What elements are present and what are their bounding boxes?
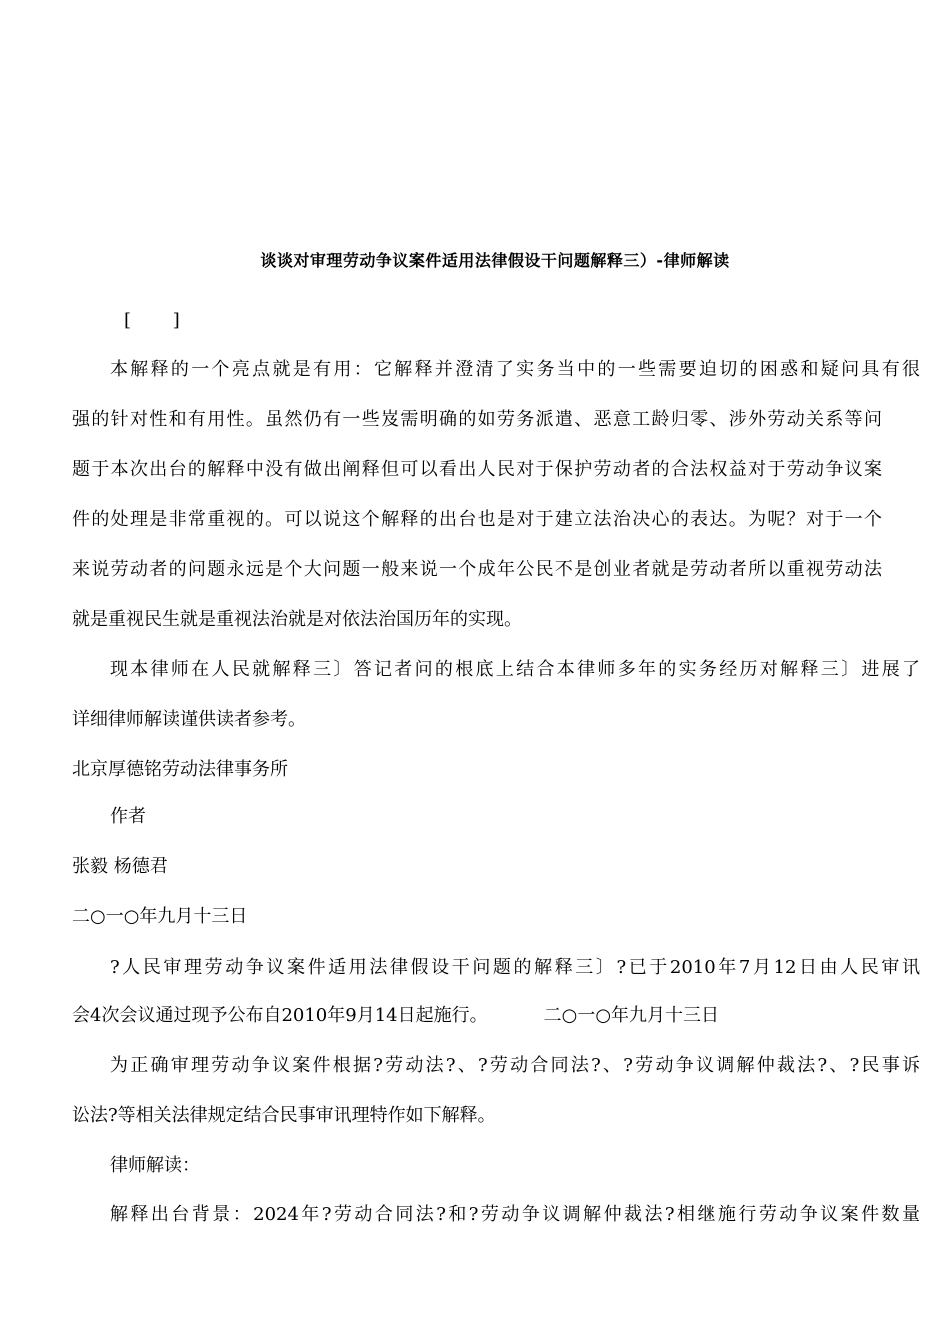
- para5-line-1: 解释出台背景：2024年?劳动合同法?和?劳动争议调解仲裁法?相继施行劳动争议案件数量: [110, 1204, 920, 1225]
- empty-brackets: [ ]: [124, 310, 198, 331]
- para3-line-1: ?人民审理劳动争议案件适用法律假设干问题的解释三〕?已于2010年7月12日由人民审讯: [110, 957, 920, 978]
- para1-line-2: 强的针对性和有用性。虽然仍有一些岌需明确的如劳务派遣、恶意工龄归零、涉外劳动关系等问: [72, 409, 882, 430]
- para3-line-2: [72, 1004, 882, 1028]
- para4-line-2: 讼法?等相关法律规定结合民事审讯理特作如下解释。: [72, 1105, 496, 1126]
- author-label: 作者: [110, 806, 146, 827]
- para2-line-1: 现本律师在人民就解释三〕答记者问的根底上结合本律师多年的实务经历对解释三〕进展了: [110, 659, 920, 680]
- para1-line-6: 就是重视民生就是重视法治就是对依法治国历年的实现。: [72, 609, 522, 630]
- para4-line-1: 为正确审理劳动争议案件根据?劳动法?、?劳动合同法?、?劳动争议调解仲裁法?、?民事诉: [110, 1055, 920, 1076]
- lawyer-interpretation-label: 律师解读：: [110, 1155, 200, 1176]
- para3-line-2-text: 会4次会议通过现予公布自2010年9月14日起施行。: [72, 1005, 488, 1026]
- para1-line-3: 题于本次出台的解释中没有做出阐释但可以看出人民对于保护劳动者的合法权益对于劳动争议案: [72, 459, 882, 480]
- document-date: 二○一○年九月十三日: [72, 906, 248, 927]
- para2-line-2: 详细律师解读谨供读者参考。: [72, 709, 306, 730]
- para3-date: 二○一○年九月十三日: [543, 1005, 720, 1026]
- para1-line-1: 本解释的一个亮点就是有用：它解释并澄清了实务当中的一些需要迫切的困惑和疑问具有很: [110, 359, 920, 380]
- law-firm-name: 北京厚德铭劳动法律事务所: [72, 759, 288, 780]
- para1-line-5: 来说劳动者的问题永远是个大问题一般来说一个成年公民不是创业者就是劳动者所以重视劳动法: [72, 559, 882, 580]
- author-names: 张毅 杨德君: [72, 856, 168, 877]
- para1-line-4: 件的处理是非常重视的。可以说这个解释的出台也是对于建立法治决心的表达。为呢？对于一个: [72, 509, 882, 530]
- document-title: 谈谈对审理劳动争议案件适用法律假设干问题解释三）-律师解读: [260, 251, 730, 270]
